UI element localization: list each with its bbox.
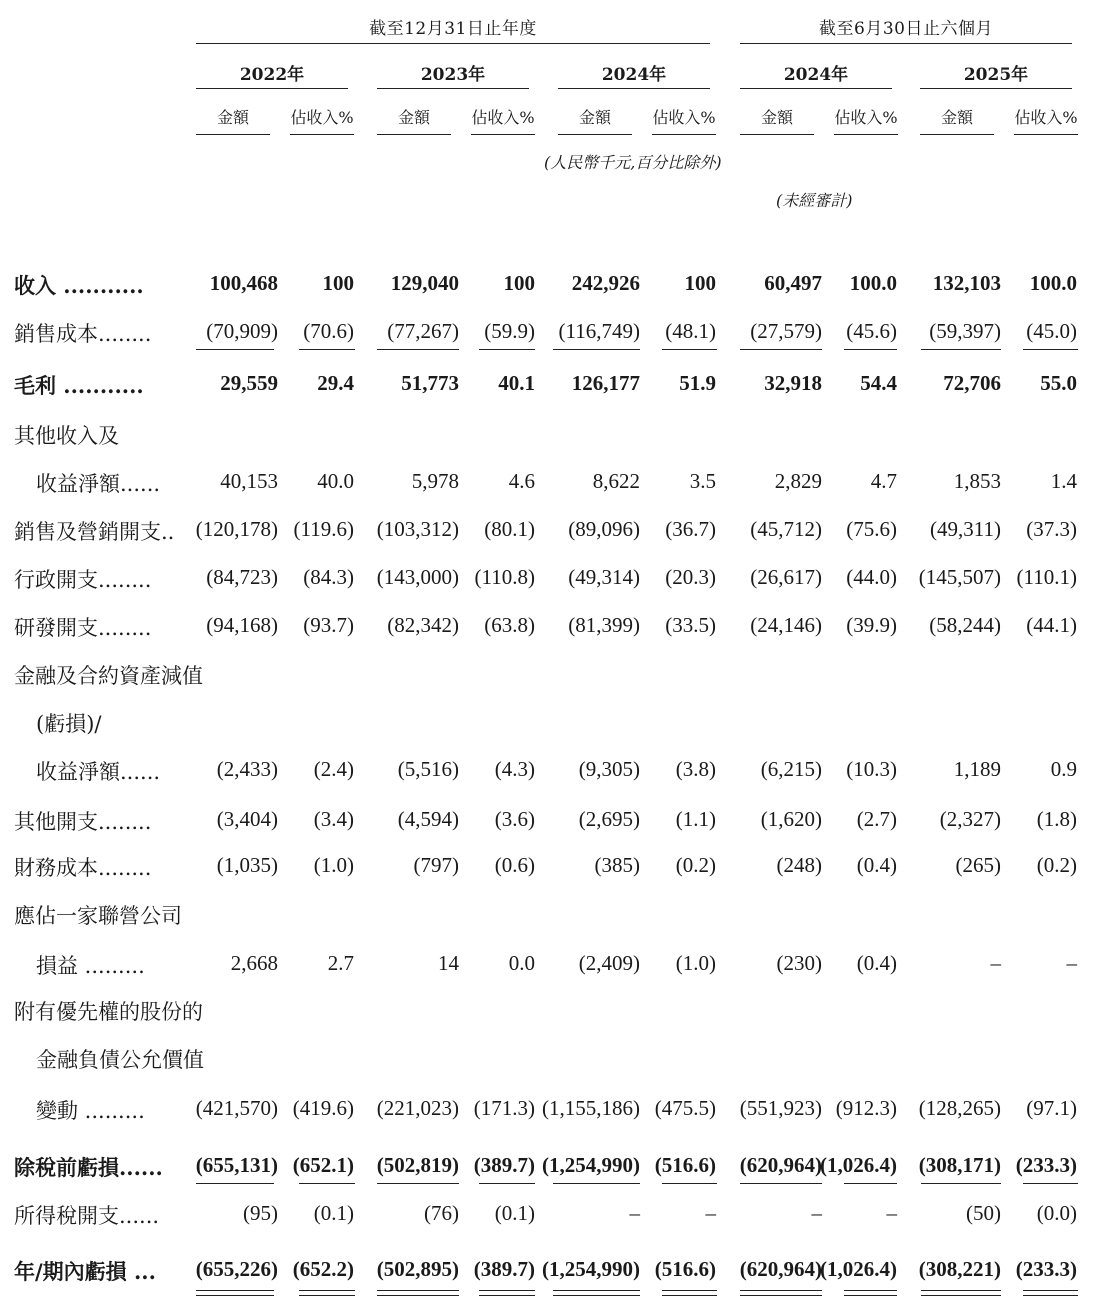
amount-cell: (221,023)	[376, 1096, 459, 1120]
row-label: 金融及合約資產減值	[14, 664, 203, 688]
pct-cell: (70.6)	[303, 319, 354, 343]
total-double-underline	[196, 1290, 274, 1291]
pct-cell: 100	[684, 271, 716, 295]
amount-cell: (2,695)	[578, 807, 640, 831]
total-double-underline	[740, 1295, 822, 1296]
amount-cell: (502,819)	[376, 1153, 459, 1177]
pct-cell: 40.1	[498, 371, 535, 395]
amount-cell: (58,244)	[929, 613, 1001, 637]
subtotal-underline	[196, 1183, 274, 1184]
pct-heading: 佔收入%	[290, 108, 354, 127]
amount-cell: 29,559	[220, 371, 278, 395]
amount-cell: (26,617)	[750, 565, 822, 589]
amount-cell: 5,978	[411, 469, 459, 493]
amount-cell: 2,829	[774, 469, 822, 493]
pct-cell: (0.2)	[1036, 853, 1077, 877]
amount-cell: 242,926	[571, 271, 640, 295]
amount-cell: (1,035)	[216, 853, 278, 877]
total-double-underline	[1023, 1295, 1078, 1296]
amount-cell: (655,131)	[195, 1153, 278, 1177]
pct-cell: 4.6	[508, 469, 535, 493]
subtotal-underline	[662, 349, 717, 350]
group-underline-half	[740, 43, 1072, 44]
amount-cell: (49,314)	[568, 565, 640, 589]
pct-cell: (0.6)	[494, 853, 535, 877]
pct-cell: 51.9	[679, 371, 716, 395]
pct-cell: (516.6)	[654, 1153, 716, 1177]
pct-cell: (0.4)	[856, 951, 897, 975]
amount-cell: (82,342)	[387, 613, 459, 637]
row-label: 收益淨額......	[36, 760, 161, 784]
subheading-underline	[471, 134, 535, 135]
amount-heading: 金額	[940, 108, 973, 127]
pct-cell: (419.6)	[292, 1096, 354, 1120]
amount-cell: (5,516)	[397, 757, 459, 781]
year-heading: 2024年	[601, 65, 667, 85]
pct-cell: (63.8)	[484, 613, 535, 637]
amount-cell: (797)	[413, 853, 459, 877]
amount-cell: 72,706	[943, 371, 1001, 395]
amount-cell: (2,409)	[578, 951, 640, 975]
pct-cell: 100.0	[1029, 271, 1077, 295]
subheading-underline	[740, 134, 814, 135]
pct-cell: (389.7)	[473, 1153, 535, 1177]
total-double-underline	[377, 1290, 459, 1291]
pct-cell: (389.7)	[473, 1257, 535, 1281]
pct-cell: (36.7)	[665, 517, 716, 541]
amount-cell: (128,265)	[918, 1096, 1001, 1120]
amount-cell: (45,712)	[750, 517, 822, 541]
total-double-underline	[479, 1295, 535, 1296]
pct-cell: (1.8)	[1036, 807, 1077, 831]
pct-cell: 2.7	[327, 951, 354, 975]
row-label: 年/期內虧損 ...	[14, 1259, 156, 1284]
row-label: 金融負債公允價值	[36, 1048, 204, 1072]
pct-cell: (75.6)	[846, 517, 897, 541]
total-double-underline	[921, 1290, 1001, 1291]
amount-heading: 金額	[397, 108, 430, 127]
amount-cell: 40,153	[220, 469, 278, 493]
pct-heading: 佔收入%	[652, 108, 716, 127]
pct-heading: 佔收入%	[834, 108, 898, 127]
year-heading: 2023年	[420, 65, 486, 85]
pct-cell: 4.7	[870, 469, 897, 493]
pct-cell: (4.3)	[494, 757, 535, 781]
subtotal-underline	[299, 1183, 355, 1184]
pct-cell: (97.1)	[1026, 1096, 1077, 1120]
subtotal-underline	[377, 349, 459, 350]
amount-cell: (4,594)	[397, 807, 459, 831]
pct-cell: (119.6)	[293, 517, 354, 541]
total-double-underline	[662, 1290, 717, 1291]
subtotal-underline	[844, 1183, 897, 1184]
total-double-underline	[553, 1295, 640, 1296]
amount-cell: (95)	[243, 1201, 278, 1225]
amount-cell: 32,918	[764, 371, 822, 395]
pct-cell: 0.9	[1050, 757, 1077, 781]
pct-cell: (110.8)	[474, 565, 535, 589]
pct-cell: 1.4	[1050, 469, 1077, 493]
amount-cell: (49,311)	[930, 517, 1001, 541]
pct-cell: (44.1)	[1026, 613, 1077, 637]
pct-cell: (59.9)	[484, 319, 535, 343]
amount-cell: 51,773	[401, 371, 459, 395]
subtotal-underline	[553, 349, 640, 350]
pct-cell: –	[1066, 951, 1077, 975]
pct-cell: (1.1)	[675, 807, 716, 831]
subheading-underline	[377, 134, 451, 135]
pct-cell: (516.6)	[654, 1257, 716, 1281]
row-label: 應佔一家聯營公司	[14, 904, 182, 928]
pct-cell: 40.0	[317, 469, 354, 493]
pct-cell: (39.9)	[846, 613, 897, 637]
amount-cell: (385)	[594, 853, 640, 877]
amount-cell: (103,312)	[376, 517, 459, 541]
amount-cell: (1,254,990)	[542, 1153, 640, 1177]
amount-cell: (70,909)	[206, 319, 278, 343]
row-label: 收入 ...........	[14, 273, 144, 298]
year-heading: 2024年	[783, 65, 849, 85]
row-label: (虧損)/	[36, 712, 102, 736]
amount-cell: (59,397)	[929, 319, 1001, 343]
total-double-underline	[662, 1295, 717, 1296]
row-label: 其他收入及	[14, 424, 119, 448]
subtotal-underline	[479, 1183, 535, 1184]
subheading-underline	[834, 134, 898, 135]
row-label: 收益淨額......	[36, 472, 161, 496]
year-underline	[558, 88, 710, 89]
total-double-underline	[479, 1290, 535, 1291]
amount-cell: (1,254,990)	[542, 1257, 640, 1281]
pct-cell: 0.0	[508, 951, 535, 975]
subheading-underline	[290, 134, 354, 135]
pct-cell: (10.3)	[846, 757, 897, 781]
pct-cell: (45.6)	[846, 319, 897, 343]
amount-cell: (76)	[424, 1201, 459, 1225]
amount-cell: 132,103	[932, 271, 1001, 295]
total-double-underline	[553, 1290, 640, 1291]
subtotal-underline	[553, 1183, 640, 1184]
row-label: 毛利 ...........	[14, 373, 144, 398]
pct-cell: (652.2)	[292, 1257, 354, 1281]
pct-cell: (3.4)	[313, 807, 354, 831]
amount-heading: 金額	[760, 108, 793, 127]
pct-cell: (1.0)	[313, 853, 354, 877]
subtotal-underline	[377, 1183, 459, 1184]
amount-heading: 金額	[578, 108, 611, 127]
row-label: 財務成本........	[14, 856, 152, 880]
subtotal-underline	[740, 1183, 822, 1184]
subtotal-underline	[1023, 1183, 1078, 1184]
amount-cell: (50)	[966, 1201, 1001, 1225]
pct-cell: (912.3)	[835, 1096, 897, 1120]
total-double-underline	[299, 1295, 355, 1296]
row-label: 銷售及營銷開支..	[14, 520, 175, 544]
pct-cell: (0.1)	[313, 1201, 354, 1225]
pct-cell: 54.4	[860, 371, 897, 395]
pct-cell: 100.0	[849, 271, 897, 295]
pct-cell: (93.7)	[303, 613, 354, 637]
amount-cell: 129,040	[390, 271, 459, 295]
amount-cell: (24,146)	[750, 613, 822, 637]
pct-cell: (0.4)	[856, 853, 897, 877]
amount-cell: –	[811, 1201, 822, 1225]
amount-cell: (3,404)	[216, 807, 278, 831]
pct-cell: 29.4	[317, 371, 354, 395]
subtotal-underline	[1023, 349, 1078, 350]
total-double-underline	[921, 1295, 1001, 1296]
amount-cell: (230)	[776, 951, 822, 975]
amount-cell: (2,433)	[216, 757, 278, 781]
amount-cell: (265)	[955, 853, 1001, 877]
amount-cell: 2,668	[230, 951, 278, 975]
pct-cell: (1,026.4)	[820, 1153, 897, 1177]
total-double-underline	[844, 1295, 897, 1296]
total-double-underline	[740, 1290, 822, 1291]
pct-cell: (475.5)	[654, 1096, 716, 1120]
amount-cell: (143,000)	[376, 565, 459, 589]
amount-cell: (89,096)	[568, 517, 640, 541]
amount-cell: (421,570)	[195, 1096, 278, 1120]
amount-cell: 100,468	[209, 271, 278, 295]
amount-cell: (81,399)	[568, 613, 640, 637]
pct-cell: (2.4)	[313, 757, 354, 781]
pct-cell: (33.5)	[665, 613, 716, 637]
amount-cell: –	[990, 951, 1001, 975]
amount-cell: (116,749)	[558, 319, 640, 343]
pct-cell: (84.3)	[303, 565, 354, 589]
total-double-underline	[1023, 1290, 1078, 1291]
pct-cell: (1.0)	[675, 951, 716, 975]
amount-cell: (84,723)	[206, 565, 278, 589]
subheading-underline	[196, 134, 270, 135]
pct-cell: (44.0)	[846, 565, 897, 589]
amount-cell: 1,189	[953, 757, 1001, 781]
pct-cell: (20.3)	[665, 565, 716, 589]
pct-cell: –	[705, 1201, 716, 1225]
amount-cell: –	[629, 1201, 640, 1225]
pct-heading: 佔收入%	[471, 108, 535, 127]
amount-cell: (308,171)	[918, 1153, 1001, 1177]
amount-cell: 14	[438, 951, 459, 975]
subheading-underline	[558, 134, 632, 135]
pct-cell: (171.3)	[473, 1096, 535, 1120]
amount-cell: (77,267)	[387, 319, 459, 343]
pct-cell: –	[886, 1201, 897, 1225]
subheading-underline	[920, 134, 994, 135]
subtotal-underline	[196, 349, 274, 350]
amount-cell: (1,620)	[760, 807, 822, 831]
pct-cell: (0.1)	[494, 1201, 535, 1225]
year-underline	[920, 88, 1072, 89]
subtotal-underline	[921, 1183, 1001, 1184]
total-double-underline	[299, 1290, 355, 1291]
pct-cell: 3.5	[689, 469, 716, 493]
amount-cell: (551,923)	[739, 1096, 822, 1120]
row-label: 所得稅開支......	[14, 1204, 160, 1228]
amount-cell: (1,155,186)	[542, 1096, 640, 1120]
pct-cell: (48.1)	[665, 319, 716, 343]
pct-cell: 55.0	[1040, 371, 1077, 395]
amount-cell: (308,221)	[918, 1257, 1001, 1281]
row-label: 附有優先權的股份的	[14, 1000, 203, 1024]
pct-cell: (3.8)	[675, 757, 716, 781]
year-heading: 2025年	[963, 65, 1029, 85]
row-label: 研發開支........	[14, 616, 152, 640]
amount-cell: (502,895)	[376, 1257, 459, 1281]
pct-cell: (0.0)	[1036, 1201, 1077, 1225]
amount-cell: 60,497	[764, 271, 822, 295]
year-underline	[740, 88, 892, 89]
amount-cell: (120,178)	[195, 517, 278, 541]
total-double-underline	[377, 1295, 459, 1296]
amount-cell: (248)	[776, 853, 822, 877]
amount-cell: (94,168)	[206, 613, 278, 637]
pct-cell: (37.3)	[1026, 517, 1077, 541]
subheading-underline	[652, 134, 716, 135]
year-underline	[196, 88, 348, 89]
row-label: 除稅前虧損......	[14, 1155, 163, 1180]
total-double-underline	[844, 1290, 897, 1291]
pct-cell: (1,026.4)	[820, 1257, 897, 1281]
row-label: 損益 .........	[36, 954, 145, 978]
pct-cell: (2.7)	[856, 807, 897, 831]
subtotal-underline	[299, 349, 355, 350]
pct-cell: (233.3)	[1015, 1153, 1077, 1177]
unaudited-note: (未經審計)	[776, 191, 853, 210]
amount-cell: 1,853	[953, 469, 1001, 493]
subtotal-underline	[662, 1183, 717, 1184]
row-label: 變動 .........	[36, 1099, 145, 1123]
unit-note: (人民幣千元,百分比除外)	[544, 153, 722, 172]
amount-cell: (2,327)	[939, 807, 1001, 831]
pct-cell: 100	[322, 271, 354, 295]
row-label: 銷售成本........	[14, 322, 152, 346]
group-title-half: 截至6月30日止六個月	[819, 19, 993, 39]
amount-cell: (620,964)	[739, 1257, 822, 1281]
subtotal-underline	[844, 349, 897, 350]
amount-cell: 126,177	[571, 371, 640, 395]
pct-cell: (3.6)	[494, 807, 535, 831]
amount-cell: (6,215)	[760, 757, 822, 781]
pct-cell: (652.1)	[292, 1153, 354, 1177]
group-underline-annual	[196, 43, 710, 44]
subtotal-underline	[921, 349, 1001, 350]
pct-cell: 100	[503, 271, 535, 295]
pct-cell: (110.1)	[1016, 565, 1077, 589]
group-title-annual: 截至12月31日止年度	[369, 19, 537, 39]
subtotal-underline	[479, 349, 535, 350]
pct-heading: 佔收入%	[1014, 108, 1078, 127]
row-label: 其他開支........	[14, 810, 152, 834]
pct-cell: (80.1)	[484, 517, 535, 541]
amount-cell: (27,579)	[750, 319, 822, 343]
subheading-underline	[1014, 134, 1078, 135]
pct-cell: (45.0)	[1026, 319, 1077, 343]
amount-cell: (620,964)	[739, 1153, 822, 1177]
amount-cell: (145,507)	[918, 565, 1001, 589]
row-label: 行政開支........	[14, 568, 152, 592]
amount-cell: (655,226)	[195, 1257, 278, 1281]
total-double-underline	[196, 1295, 274, 1296]
pct-cell: (233.3)	[1015, 1257, 1077, 1281]
subtotal-underline	[740, 349, 822, 350]
amount-cell: (9,305)	[578, 757, 640, 781]
pct-cell: (0.2)	[675, 853, 716, 877]
year-heading: 2022年	[239, 65, 305, 85]
amount-cell: 8,622	[592, 469, 640, 493]
year-underline	[377, 88, 529, 89]
amount-heading: 金額	[216, 108, 249, 127]
